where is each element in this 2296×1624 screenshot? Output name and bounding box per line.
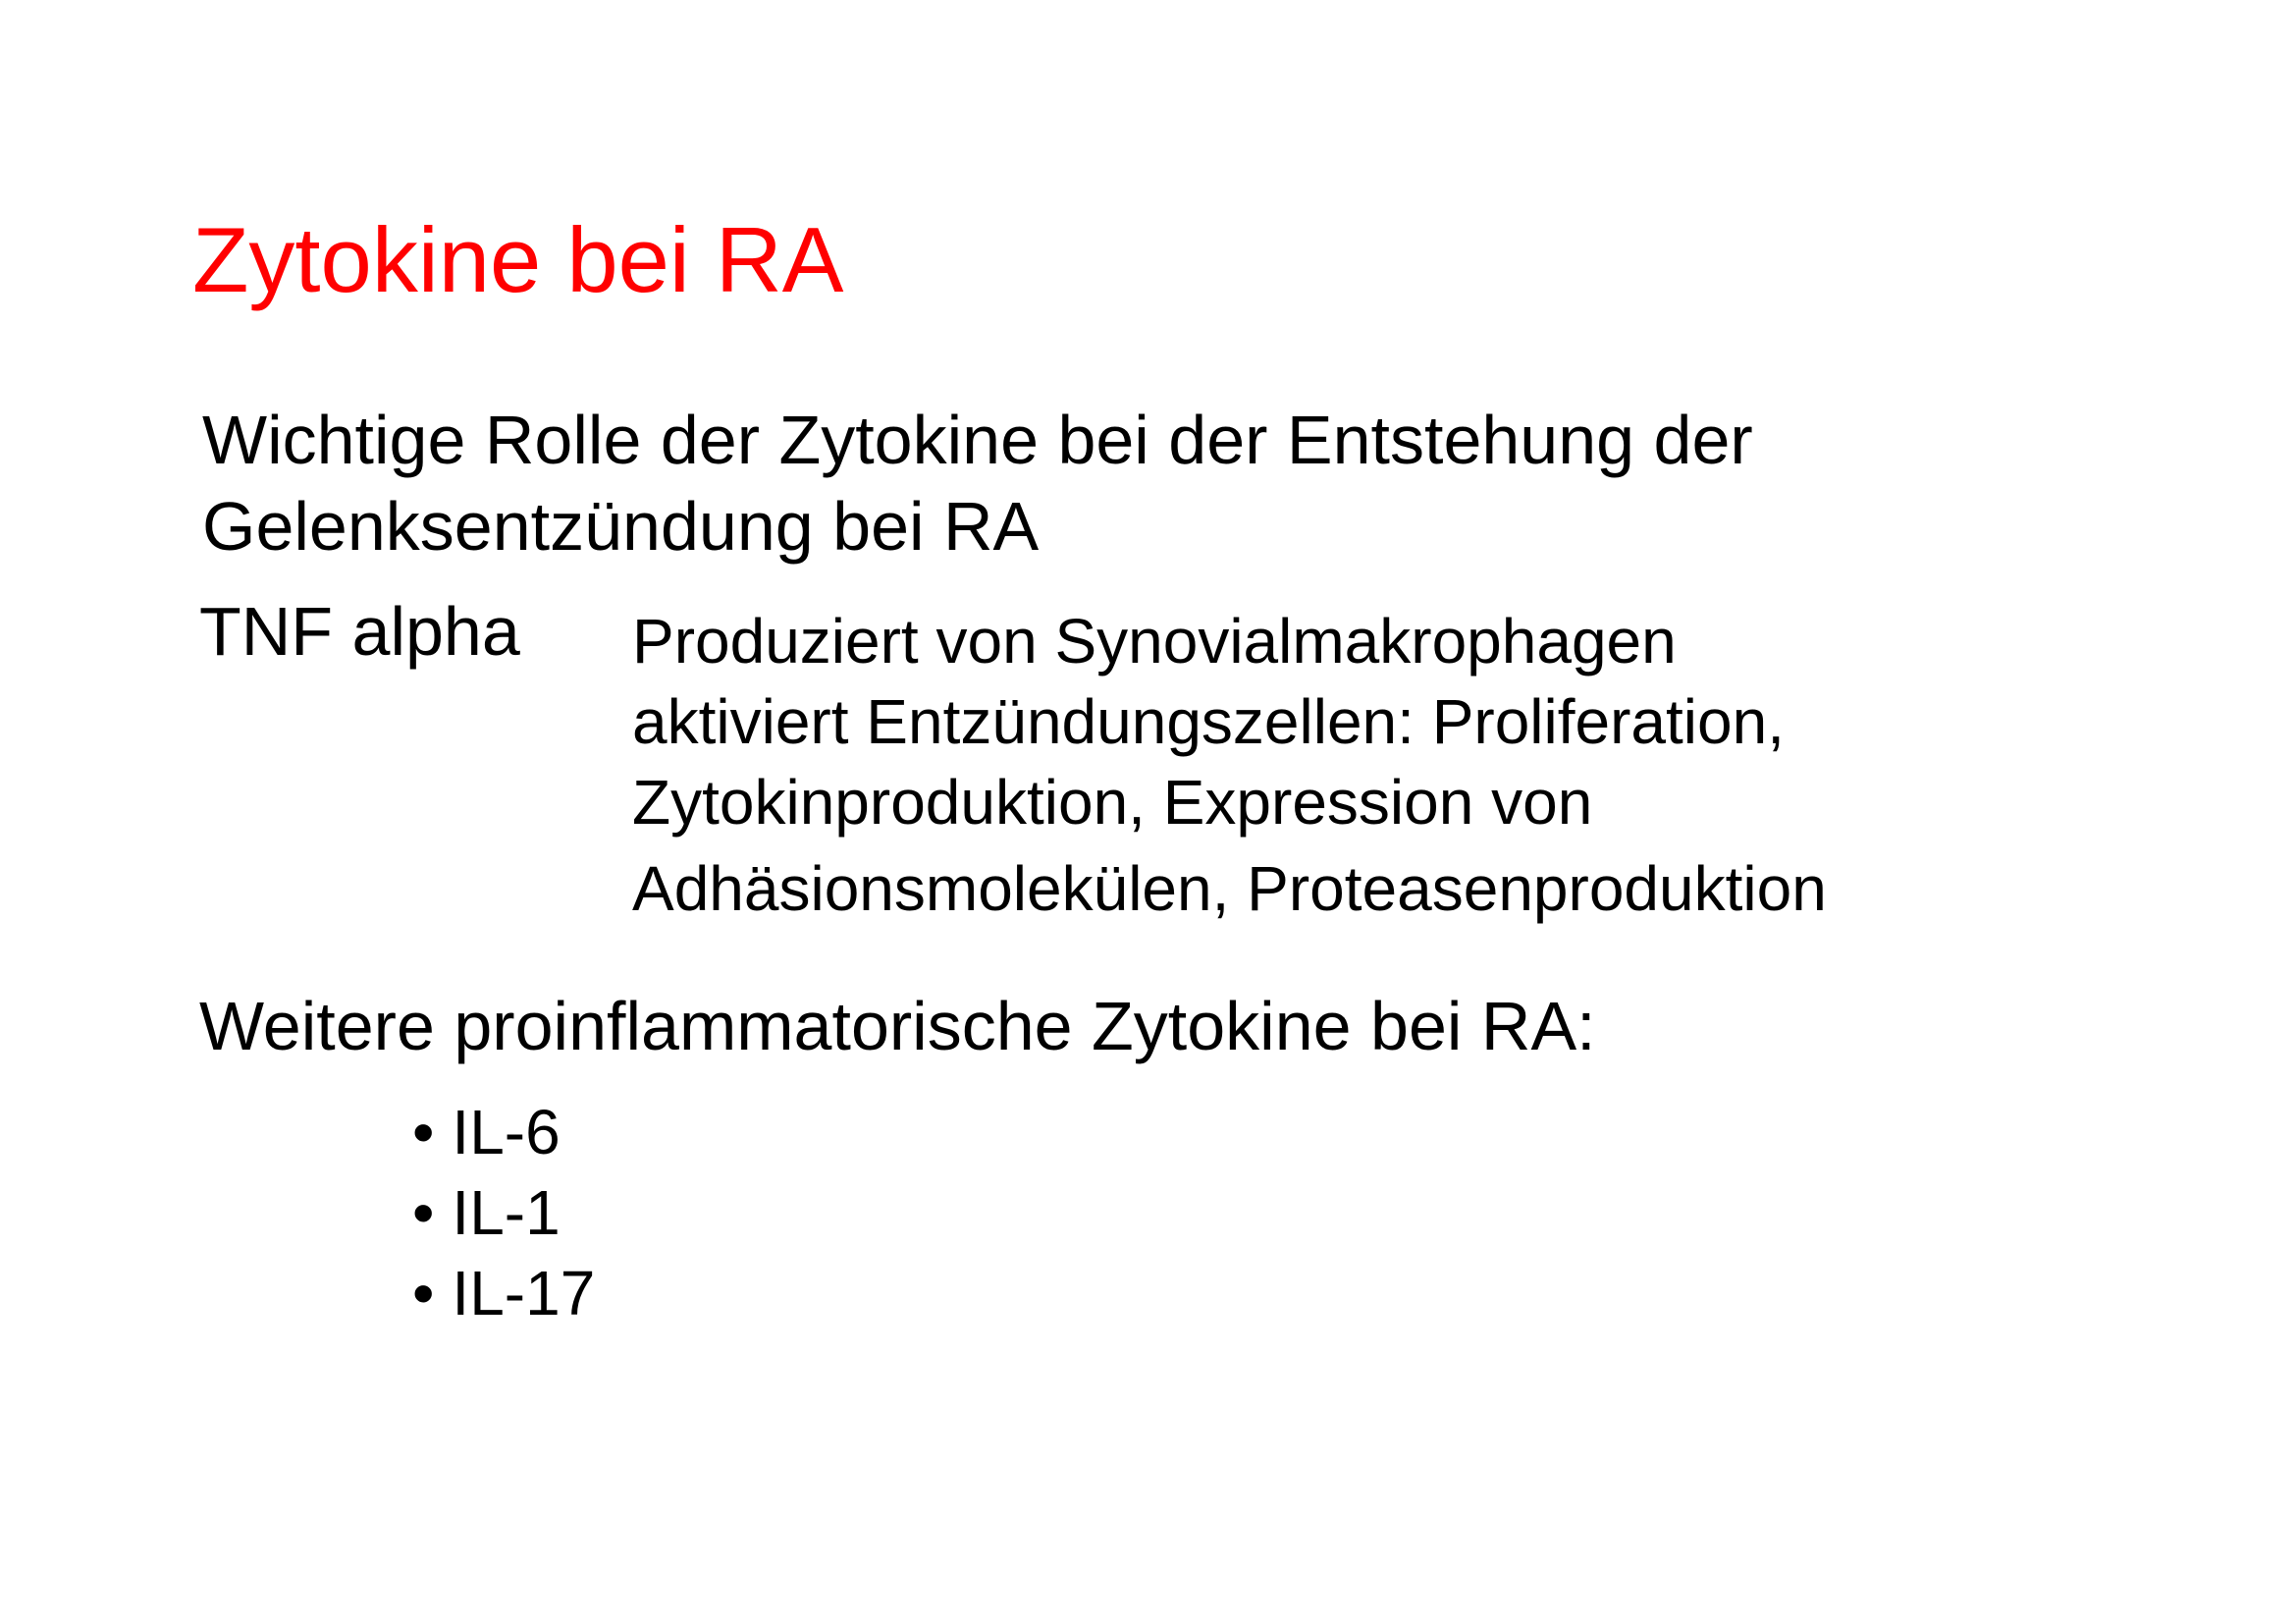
- list-item-label: IL-1: [452, 1177, 561, 1248]
- more-cytokines-heading: Weitere proinflammatorische Zytokine bei RA:: [199, 988, 1596, 1064]
- tnf-term: TNF alpha: [199, 593, 520, 670]
- tnf-description-line: Zytokinproduktion, Expression von: [632, 767, 1593, 838]
- list-item: [412, 1092, 595, 1172]
- cytokine-list: [412, 1092, 595, 1333]
- list-item: [412, 1172, 595, 1253]
- intro-line: Gelenksentzündung bei RA: [202, 488, 1040, 565]
- bullet-icon: •: [412, 1097, 435, 1167]
- list-item: [412, 1253, 595, 1333]
- slide-title: Zytokine bei RA: [192, 208, 844, 311]
- tnf-description-line: Produziert von Synovialmakrophagen: [632, 606, 1677, 677]
- bullet-icon: •: [412, 1258, 435, 1328]
- intro-paragraph: [202, 397, 1753, 569]
- intro-line: Wichtige Rolle der Zytokine bei der Entstehung der: [202, 402, 1753, 478]
- tnf-description-line: aktiviert Entzündungszellen: Proliferation,: [632, 686, 1785, 757]
- list-item-label: IL-6: [452, 1097, 561, 1167]
- list-item-label: IL-17: [452, 1258, 596, 1328]
- tnf-description-line: Adhäsionsmolekülen, Proteasenproduktion: [632, 853, 1827, 924]
- tnf-description: [632, 601, 1827, 929]
- bullet-icon: •: [412, 1177, 435, 1248]
